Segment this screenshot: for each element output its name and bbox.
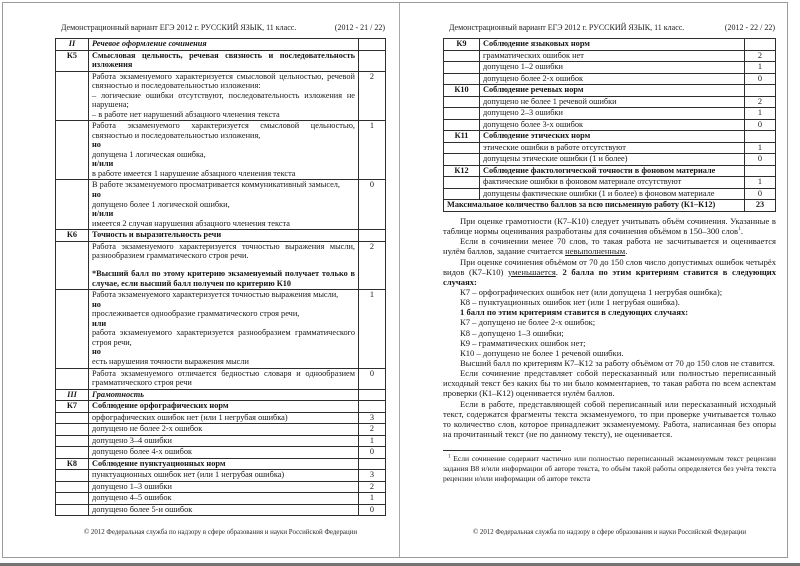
criterion-id-cell: [444, 96, 480, 108]
criterion-id-cell: [56, 424, 89, 436]
criterion-text-cell: [480, 131, 745, 143]
text-run: допущено более 4-х ошибок: [92, 447, 193, 457]
text-run: этические ошибки в работе отсутствуют: [483, 142, 626, 152]
criterion-id-cell: К6: [56, 230, 89, 242]
text-run: Соблюдение языковых норм: [483, 39, 590, 48]
criterion-text-cell: [89, 230, 359, 242]
page-right-content: [443, 23, 776, 484]
header-title: Демонстрационный вариант ЕГЭ 2012 г. РУССКИЙ ЯЗЫК, 11 класс.: [449, 23, 685, 32]
table-row: [56, 470, 386, 482]
criterion-id-cell: [56, 121, 89, 180]
text-run: допущено более 3-х ошибок: [483, 119, 584, 129]
score-cell: 3: [359, 412, 386, 424]
criterion-text-cell: [480, 119, 745, 131]
score-cell: 0: [359, 368, 386, 389]
paragraph: [443, 358, 776, 368]
criterion-id-cell: [444, 188, 480, 200]
text-run: допущено более 5-и ошибок: [92, 504, 193, 514]
page-left: [3, 3, 400, 557]
criterion-text-cell: [89, 389, 359, 401]
criterion-id-cell: К9: [444, 39, 480, 51]
score-cell: 0: [745, 73, 776, 85]
table-row: [444, 131, 776, 143]
copyright-footer: © 2012 Федеральная служба по надзору в сфере образования и науки Российской Федерации: [472, 529, 747, 536]
score-cell: 1: [359, 493, 386, 505]
table-row: [56, 481, 386, 493]
score-cell: [359, 230, 386, 242]
score-cell: 0: [745, 188, 776, 200]
text-run: орфографических ошибок нет (или 1 негрубая ошибка): [92, 412, 288, 422]
score-cell: [359, 39, 386, 51]
score-cell: 1: [745, 177, 776, 189]
score-cell: [745, 85, 776, 97]
text-run: Смысловая цельность, речевая связность и последовательность изложения: [92, 50, 355, 70]
text-run: Максимальное количество баллов за всю письменную работу (К1–К12): [447, 200, 716, 210]
text-run: Высший балл по критериям К7–К12 за работу объёмом от 70 до 150 слов не ставится.: [460, 357, 775, 368]
score-cell: 23: [745, 200, 776, 212]
explanatory-text: [443, 216, 776, 439]
score-cell: [745, 131, 776, 143]
criterion-text-cell: [480, 188, 745, 200]
score-cell: [745, 39, 776, 51]
criterion-text-cell: [480, 85, 745, 97]
score-cell: 0: [359, 180, 386, 230]
text-run: или: [92, 318, 107, 328]
score-cell: 1: [745, 62, 776, 74]
paragraph: [443, 338, 776, 348]
criterion-text-cell: [480, 165, 745, 177]
score-cell: 2: [745, 50, 776, 62]
criterion-text-cell: [89, 71, 359, 121]
table-row: [444, 165, 776, 177]
criterion-text-cell: [89, 493, 359, 505]
text-run: Если в работе, представляющей собой переписанный или пересказанный исходный текст, содержатся фрагменты текста экзаменуемого, то при проверке учитывается только то количество слов, которое принадлежит экзаменуемому. Работа, написанная без опоры на прочитанный текст (не по данному тексту), не оценивается.: [443, 398, 776, 439]
text-run: но: [92, 347, 101, 357]
criterion-text-cell: [89, 401, 359, 413]
criterion-text-cell: [89, 424, 359, 436]
table-row: [56, 458, 386, 470]
text-run: есть нарушения точности выражения мысли: [92, 356, 249, 366]
paragraph: [443, 307, 776, 317]
score-cell: 0: [745, 119, 776, 131]
score-cell: [359, 458, 386, 470]
score-cell: [745, 165, 776, 177]
text-run: Работа экзаменуемого характеризуется смысловой цельностью, связностью и последовательностью изложения,: [92, 121, 355, 140]
score-cell: 1: [359, 290, 386, 368]
text-run: Точность и выразительность речи: [92, 230, 222, 240]
criterion-id-cell: [56, 447, 89, 459]
text-run: и/или: [92, 159, 114, 169]
table-row: [56, 504, 386, 516]
paragraph: [443, 317, 776, 327]
criterion-text-cell: [89, 121, 359, 180]
table-row: [56, 493, 386, 505]
text-run: Речевое оформление сочинения: [92, 39, 207, 48]
text-run: Если сочинение представляет собой пересказанный или полностью переписанный исходный текст без каких бы то ни было комментариев, то такая работа по всем аспектам проверки (К1–К12) оценивается нулём баллов.: [443, 368, 776, 399]
table-row: [56, 368, 386, 389]
criterion-id-cell: [56, 290, 89, 368]
text-run: К7 – орфографических ошибок нет (или допущена 1 негрубая ошибка);: [460, 286, 723, 297]
criterion-id-cell: [444, 108, 480, 120]
criterion-id-cell: К8: [56, 458, 89, 470]
page-right: [400, 3, 787, 557]
table-row: [56, 401, 386, 413]
scoring-table-right: [443, 38, 776, 212]
footnote: [443, 454, 776, 484]
paragraph: [443, 236, 776, 256]
text-run: 2 балла по этим критериям ставится в следующих случаях:: [443, 266, 776, 287]
score-cell: 2: [359, 424, 386, 436]
header-title: Демонстрационный вариант ЕГЭ 2012 г. РУССКИЙ ЯЗЫК, 11 класс.: [61, 23, 297, 32]
text-run: допущено 3–4 ошибки: [92, 435, 172, 445]
scoring-table-right-body: [444, 39, 776, 212]
text-run: допущено не более 2-х ошибок: [92, 424, 203, 434]
scoring-table-left: [55, 38, 386, 516]
table-row: [444, 177, 776, 189]
criterion-text-cell: [480, 142, 745, 154]
table-row: [444, 142, 776, 154]
paragraph: [443, 399, 776, 440]
table-row: [444, 73, 776, 85]
text-run: допущено более 1 логической ошибки,: [92, 199, 230, 209]
table-row: [56, 50, 386, 71]
table-row: [444, 119, 776, 131]
criterion-text-cell: [480, 96, 745, 108]
paragraph: [443, 328, 776, 338]
text-run: допущены этические ошибки (1 и более): [483, 154, 628, 164]
table-row: [56, 435, 386, 447]
criterion-text-cell: [89, 241, 359, 290]
criterion-id-cell: [444, 154, 480, 166]
text-run: Соблюдение пунктуационных норм: [92, 458, 226, 468]
text-run: но: [92, 189, 101, 199]
criterion-id-cell: [56, 470, 89, 482]
criterion-text-cell: [480, 50, 745, 62]
text-run: имеется 2 случая нарушения абзацного членения текста: [92, 218, 290, 228]
score-cell: 2: [359, 481, 386, 493]
text-run: Грамотность: [92, 389, 145, 399]
criterion-text-cell: [89, 435, 359, 447]
text-run: .: [740, 226, 744, 237]
text-run: – в работе нет нарушений абзацного членения текста: [92, 109, 280, 119]
text-run: 1: [738, 226, 741, 233]
text-run: допущено более 2-х ошибок: [483, 73, 584, 83]
table-row: [444, 154, 776, 166]
text-run: При оценке сочинения объёмом от 70 до 150 слов число допустимых ошибок четырёх видов (К7–К10): [443, 256, 776, 277]
table-row: [444, 39, 776, 51]
table-row: [56, 290, 386, 368]
text-run: Если в сочинении менее 70 слов, то такая работа не засчитывается и оценивается нулём баллов, задание считается: [443, 236, 776, 257]
score-cell: 1: [745, 108, 776, 120]
criterion-id-cell: К12: [444, 165, 480, 177]
text-run: При оценке грамотности (К7–К10) следует учитывать объём сочинения. Указанные в таблице нормы оценивания разработаны для сочинения объёмом в 150–300 слов: [443, 215, 776, 237]
score-cell: 1: [359, 435, 386, 447]
criterion-id-cell: [444, 62, 480, 74]
text-run: фактические ошибки в фоновом материале отсутствуют: [483, 177, 682, 187]
table-row: [56, 39, 386, 51]
text-run: .: [555, 266, 563, 277]
copyright-footer: © 2012 Федеральная служба по надзору в сфере образования и науки Российской Федерации: [83, 529, 358, 536]
score-cell: [359, 50, 386, 71]
score-cell: 2: [745, 96, 776, 108]
criterion-id-cell: [56, 368, 89, 389]
text-run: Работа экзаменуемого отличается бедностью словаря и однообразием грамматического строя речи: [92, 368, 355, 388]
text-run: в работе имеется 1 нарушение абзацного членения текста: [92, 168, 296, 178]
text-run: допущено 1–3 ошибки: [92, 481, 172, 491]
page-left-content: [55, 23, 386, 516]
page-header: [449, 23, 775, 33]
paragraph: [443, 454, 776, 484]
text-run: допущено не более 1 речевой ошибки: [483, 96, 617, 106]
text-run: допущены фактические ошибки (1 и более) в фоновом материале: [483, 188, 715, 198]
score-cell: 2: [359, 71, 386, 121]
criterion-text-cell: [89, 39, 359, 51]
text-run: Соблюдение фактологической точности в фоновом материале: [483, 165, 716, 175]
criterion-text-cell: [89, 470, 359, 482]
paragraph: [443, 216, 776, 236]
criterion-id-cell: [56, 412, 89, 424]
text-run: К9 – грамматических ошибок нет;: [460, 337, 586, 348]
table-row: [444, 108, 776, 120]
text-run: допущено 2–3 ошибки: [483, 108, 563, 118]
criterion-text-cell: [480, 108, 745, 120]
score-cell: 0: [359, 447, 386, 459]
text-run: К7 – допущено не более 2-х ошибок;: [460, 317, 596, 328]
text-run: Если сочинение содержит частично или полностью переписанный экзаменуемым текст рецензии задания В8 и/или информации об авторе текста, то объём такой работы определяется без учёта текста рецензии и/или информации об авторе текста: [443, 454, 776, 483]
criterion-id-cell: [56, 504, 89, 516]
paragraph: [443, 297, 776, 307]
header-page-number: (2012 - 22 / 22): [724, 23, 775, 32]
text-run: Соблюдение речевых норм: [483, 85, 584, 95]
criterion-text-cell: [89, 368, 359, 389]
criterion-id-cell: К11: [444, 131, 480, 143]
criterion-text-cell: [89, 412, 359, 424]
score-cell: 0: [359, 504, 386, 516]
score-cell: [359, 401, 386, 413]
paragraph: [443, 348, 776, 358]
score-cell: 0: [745, 154, 776, 166]
table-row: [444, 50, 776, 62]
text-run: 1: [448, 454, 451, 460]
score-cell: 1: [745, 142, 776, 154]
viewer-frame: [2, 2, 788, 558]
criterion-id-cell: К5: [56, 50, 89, 71]
text-run: *Высший балл по этому критерию экзаменуемый получает только в случае, если высший балл получен по критерию К10: [92, 269, 355, 288]
text-run: но: [92, 140, 101, 150]
text-run: работа экзаменуемого характеризуется разнообразием грамматического строя речи,: [92, 328, 355, 347]
criterion-text-cell: [89, 481, 359, 493]
criterion-id-cell: К10: [444, 85, 480, 97]
text-run: Соблюдение этических норм: [483, 131, 591, 141]
text-run: Работа экзаменуемого характеризуется точностью выражения мысли, разнообразием грамматического строя речи.: [92, 241, 355, 261]
table-row: [444, 62, 776, 74]
criterion-id-cell: [444, 177, 480, 189]
text-run: уменьшается: [507, 266, 556, 277]
paragraph: [443, 287, 776, 297]
table-row: [56, 424, 386, 436]
table-row: [444, 188, 776, 200]
table-row: [56, 389, 386, 401]
text-run: К8 – пунктуационных ошибок нет (или 1 негрубая ошибка).: [460, 297, 680, 308]
page-header: [61, 23, 385, 33]
criterion-id-cell: [56, 180, 89, 230]
text-run: К8 – допущено 1–3 ошибки;: [460, 327, 564, 338]
total-label-cell: [444, 200, 745, 212]
criterion-text-cell: [89, 447, 359, 459]
table-row: [56, 180, 386, 230]
criterion-text-cell: [89, 504, 359, 516]
criterion-text-cell: [89, 180, 359, 230]
criterion-text-cell: [89, 50, 359, 71]
footnote-separator: [443, 450, 561, 451]
criterion-id-cell: [56, 241, 89, 290]
text-run: 1 балл по этим критериям ставится в следующих случаях:: [460, 307, 689, 318]
criterion-text-cell: [480, 154, 745, 166]
text-run: Работа экзаменуемого характеризуется смысловой цельностью, речевой связностью и последовательностью изложения:: [92, 71, 355, 91]
text-run: пунктуационных ошибок нет (или 1 негрубая ошибка): [92, 470, 285, 480]
text-run: К10 – допущено не более 1 речевой ошибки.: [460, 347, 624, 358]
table-row: [444, 200, 776, 212]
criterion-id-cell: К7: [56, 401, 89, 413]
table-row: [56, 121, 386, 180]
criterion-text-cell: [480, 39, 745, 51]
table-row: [56, 412, 386, 424]
criterion-id-cell: III: [56, 389, 89, 401]
table-row: [56, 241, 386, 290]
table-row: [444, 96, 776, 108]
criterion-id-cell: [56, 481, 89, 493]
score-cell: 1: [359, 121, 386, 180]
paragraph: [443, 257, 776, 287]
score-cell: 3: [359, 470, 386, 482]
criterion-id-cell: [444, 73, 480, 85]
text-run: .: [625, 246, 628, 257]
text-run: невыполненным: [565, 246, 626, 257]
table-row: [444, 85, 776, 97]
paragraph: [443, 368, 776, 398]
header-page-number: (2012 - 21 / 22): [334, 23, 385, 32]
criterion-text-cell: [480, 177, 745, 189]
criterion-text-cell: [480, 62, 745, 74]
criterion-id-cell: [444, 50, 480, 62]
text-run: Работа экзаменуемого характеризуется точностью выражения мысли,: [92, 290, 339, 300]
text-run: грамматических ошибок нет: [483, 50, 584, 60]
table-row: [56, 230, 386, 242]
text-run: но: [92, 299, 101, 309]
text-run: и/или: [92, 209, 114, 219]
criterion-id-cell: [56, 71, 89, 121]
criterion-id-cell: [56, 435, 89, 447]
criterion-id-cell: [444, 142, 480, 154]
text-run: допущена 1 логическая ошибка,: [92, 149, 206, 159]
text-run: Соблюдение орфографических норм: [92, 401, 229, 411]
text-run: – логические ошибки отсутствуют, последовательность изложения не нарушена;: [92, 90, 355, 110]
criterion-id-cell: [56, 493, 89, 505]
table-row: [56, 71, 386, 121]
criterion-id-cell: II: [56, 39, 89, 51]
text-run: допущено 1–2 ошибки: [483, 62, 563, 72]
criterion-id-cell: [444, 119, 480, 131]
score-cell: [359, 389, 386, 401]
criterion-text-cell: [89, 290, 359, 368]
text-run: допущено 4–5 ошибок: [92, 493, 172, 503]
text-run: В работе экзаменуемого просматривается коммуникативный замысел,: [92, 180, 340, 190]
scoring-table-left-body: [56, 39, 386, 516]
table-row: [56, 447, 386, 459]
score-cell: 2: [359, 241, 386, 290]
criterion-text-cell: [480, 73, 745, 85]
text-run: прослеживается однообразие грамматического строя речи,: [92, 309, 300, 319]
criterion-text-cell: [89, 458, 359, 470]
